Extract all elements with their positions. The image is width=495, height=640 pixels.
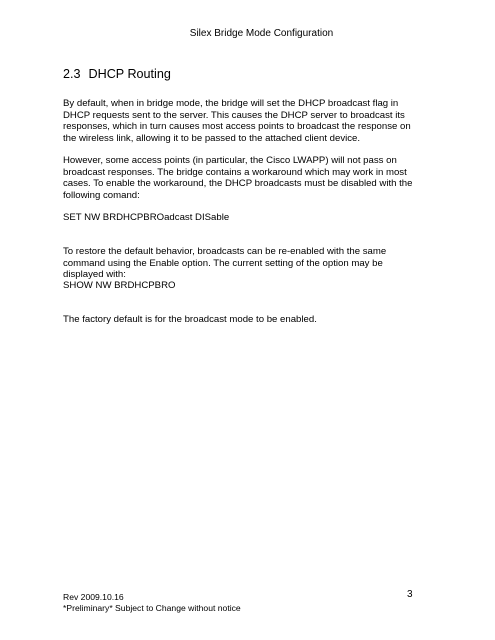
footer-revision: Rev 2009.10.16	[63, 592, 124, 602]
text-line: command using the Enable option. The current setting of the option may be	[63, 257, 383, 269]
paragraph-default-behavior	[63, 98, 438, 144]
section-title: DHCP Routing	[88, 67, 171, 81]
paragraph-factory-default	[63, 314, 438, 326]
text-line: To restore the default behavior, broadcasts can be re-enabled with the same	[63, 246, 387, 257]
text-line: following comand:	[63, 189, 140, 201]
section-heading	[63, 67, 171, 82]
text-line: However, some access points (in particular, the Cisco LWAPP) will not pass on	[63, 155, 397, 166]
command-disable-broadcast: SET NW BRDHCPBROadcast DISable	[63, 212, 230, 223]
text-line: cases. To enable the workaround, the DHCP broadcasts must be disabled with the	[63, 178, 413, 189]
command-show-setting: SHOW NW BRDHCPBRO	[63, 280, 176, 291]
text-line: The factory default is for the broadcast mode to be enabled.	[63, 314, 317, 325]
text-line: broadcast responses. The bridge contains a workaround which may work in most	[63, 166, 407, 178]
text-line: DHCP requests sent to the server. This causes the DHCP server to broadcast its	[63, 109, 405, 121]
paragraph-workaround	[63, 155, 438, 201]
paragraph-restore-default	[63, 246, 438, 281]
footer-notice: *Preliminary* Subject to Change without notice	[63, 603, 241, 613]
text-line: responses, which in turn causes most access points to broadcast the response on	[63, 121, 411, 132]
page-number: 3	[407, 589, 413, 600]
section-number: 2.3	[63, 67, 81, 81]
text-line: displayed with:	[63, 269, 126, 280]
page-footer	[63, 592, 241, 614]
text-line: the wireless link, allowing it to be passed to the attached client device.	[63, 132, 361, 144]
page-header: Silex Bridge Mode Configuration	[189, 28, 334, 39]
text-line: By default, when in bridge mode, the bridge will set the DHCP broadcast flag in	[63, 98, 399, 109]
